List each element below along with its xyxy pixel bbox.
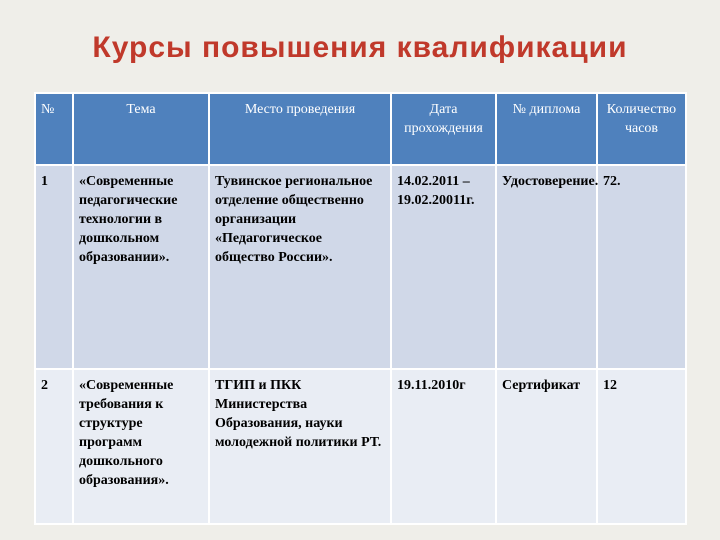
header-topic: Тема (73, 93, 209, 165)
table-header-row (35, 93, 686, 165)
cell-place: Тувинское региональное отделение общественно организации «Педагогическое общество России». (209, 165, 391, 369)
table-row (35, 165, 686, 369)
cell-hours: 12 (597, 369, 686, 524)
cell-diploma: Удостоверение. (496, 165, 597, 369)
header-hours: Количество часов (597, 93, 686, 165)
cell-date: 14.02.2011 – 19.02.20011г. (391, 165, 496, 369)
cell-diploma: Сертификат (496, 369, 597, 524)
slide-title: Курсы повышения квалификации (92, 31, 628, 64)
cell-hours: 72. (597, 165, 686, 369)
table-row (35, 369, 686, 524)
header-date: Дата прохождения (391, 93, 496, 165)
cell-number: 1 (35, 165, 73, 369)
cell-place: ТГИП и ПКК Министерства Образования, науки молодежной политики РТ. (209, 369, 391, 524)
cell-topic: «Современные требования к структуре программ дошкольного образования». (73, 369, 209, 524)
header-place: Место проведения (209, 93, 391, 165)
courses-table (34, 92, 687, 525)
header-number: № (35, 93, 73, 165)
cell-topic: «Современные педагогические технологии в дошкольном образовании». (73, 165, 209, 369)
cell-number: 2 (35, 369, 73, 524)
cell-date: 19.11.2010г (391, 369, 496, 524)
header-diploma: № диплома (496, 93, 597, 165)
